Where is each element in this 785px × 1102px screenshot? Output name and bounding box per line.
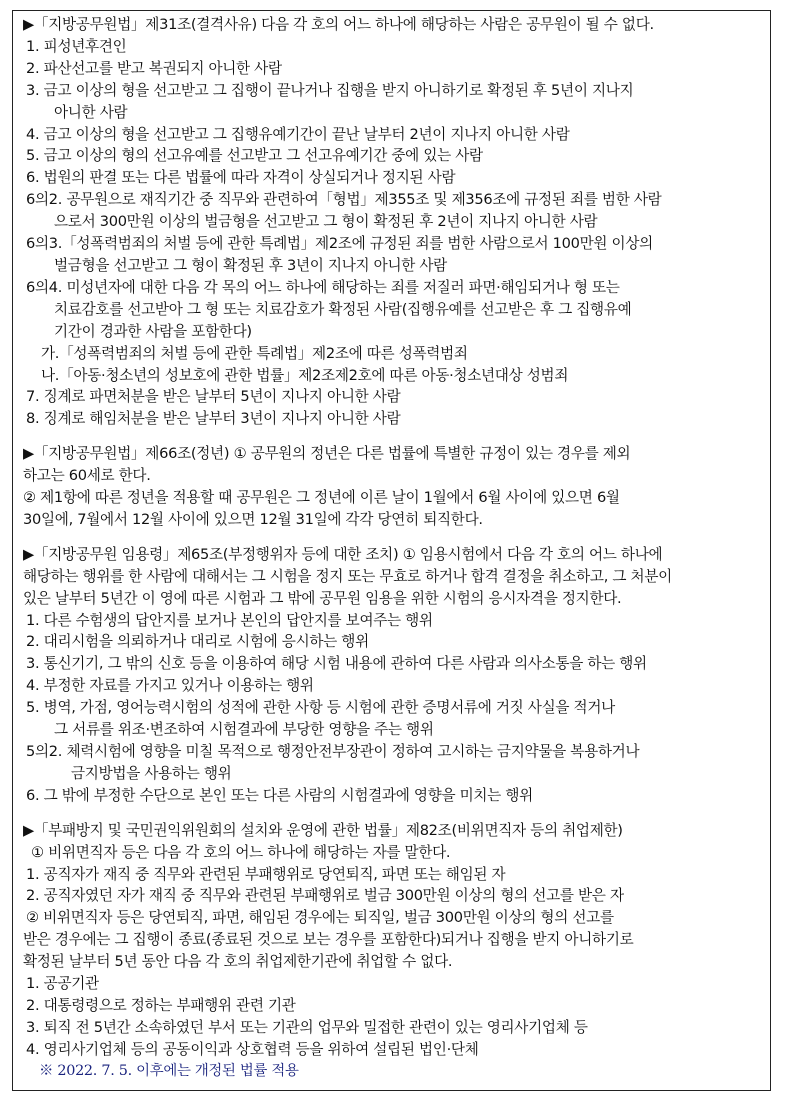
amendment-note: ※ 2022. 7. 5. 이후에는 개정된 법률 적용	[39, 1062, 299, 1079]
section-spacer	[23, 430, 765, 443]
list-item: 1. 다른 수험생의 답안지를 보거나 본인의 답안지를 보여주는 행위	[26, 611, 433, 629]
list-item: 4. 영리사기업체 등의 공동이익과 상호협력 등을 위하여 설립된 법인·단체	[26, 1040, 479, 1058]
list-item: 2. 대통령령으로 정하는 부패행위 관련 기관	[26, 996, 296, 1014]
list-item: 6의3.「성폭력범죄의 처벌 등에 관한 특례법」제2조에 규정된 죄를 범한 사람으로서 100만원 이상의	[26, 235, 653, 253]
section-heading-decree-65: ▶「지방공무원 임용령」제65조(부정행위자 등에 대한 조치) ① 임용시험에서 다음 각 호의 어느 하나에	[23, 545, 663, 563]
paragraph-line: 확정된 날부터 5년 동안 다음 각 호의 취업제한기관에 취업할 수 없다.	[23, 953, 453, 971]
paragraph-line: ① 비위면직자 등은 다음 각 호의 어느 하나에 해당하는 자를 말한다.	[31, 843, 451, 861]
list-item-continuation: 그 서류를 위조·변조하여 시험결과에 부당한 영향을 주는 행위	[54, 721, 434, 739]
section-heading-article-31: ▶「지방공무원법」제31조(결격사유) 다음 각 호의 어느 하나에 해당하는 사람은 공무원이 될 수 없다.	[23, 16, 654, 33]
list-item-continuation: 아니한 사람	[54, 103, 128, 121]
list-item: 6의4. 미성년자에 대한 다음 각 목의 어느 하나에 해당하는 죄를 저질러 파면·해임되거나 형 또는	[26, 278, 620, 296]
list-item: 4. 부정한 자료를 가지고 있거나 이용하는 행위	[26, 677, 314, 695]
list-item: 1. 공직자가 재직 중 직무와 관련된 부패행위로 당연퇴직, 파면 또는 해임된 자	[26, 865, 506, 883]
list-item: 8. 징계로 해임처분을 받은 날부터 3년이 지나지 아니한 사람	[26, 410, 401, 428]
notice-content	[23, 14, 765, 1083]
list-item: 5. 병역, 가점, 영어능력시험의 성적에 관한 사항 등 시험에 관한 증명서류에 거짓 사실을 적거나	[26, 699, 615, 717]
section-heading-article-82: ▶「부패방지 및 국민권익위원회의 설치와 운영에 관한 법률」제82조(비위면직자 등의 취업제한)	[23, 821, 623, 839]
paragraph-line: 하고는 60세로 한다.	[23, 467, 151, 485]
list-item-continuation: 기간이 경과한 사람을 포함한다)	[54, 322, 252, 340]
list-item: 3. 퇴직 전 5년간 소속하였던 부서 또는 기관의 업무와 밀접한 관련이 있는 영리사기업체 등	[26, 1018, 588, 1036]
list-item: 3. 금고 이상의 형을 선고받고 그 집행이 끝나거나 집행을 받지 아니하기로 확정된 후 5년이 지나지	[26, 81, 634, 99]
list-item: 4. 금고 이상의 형을 선고받고 그 집행유예기간이 끝난 날부터 2년이 지나지 아니한 사람	[26, 125, 570, 143]
section-spacer	[23, 807, 765, 820]
list-item: 6. 그 밖에 부정한 수단으로 본인 또는 다른 사람의 시험결과에 영향을 미치는 행위	[26, 786, 533, 804]
paragraph-line: ② 제1항에 따른 정년을 적용할 때 공무원은 그 정년에 이른 날이 1월에서 6월 사이에 있으면 6월	[23, 489, 620, 507]
list-item: 2. 공직자였던 자가 재직 중 직무와 관련된 부패행위로 벌금 300만원 이상의 형의 선고를 받은 자	[26, 887, 624, 905]
list-item: 3. 통신기기, 그 밖의 신호 등을 이용하여 해당 시험 내용에 관하여 다른 사람과 의사소통을 하는 행위	[26, 655, 647, 673]
list-item: 6. 법원의 판결 또는 다른 법률에 따라 자격이 상실되거나 정지된 사람	[26, 169, 456, 187]
list-item-continuation: 금지방법을 사용하는 행위	[71, 764, 232, 782]
section-spacer	[23, 531, 765, 544]
sub-item: 가.「성폭력범죄의 처벌 등에 관한 특례법」제2조에 따른 성폭력범죄	[41, 344, 468, 362]
paragraph-line: ② 비위면직자 등은 당연퇴직, 파면, 해임된 경우에는 퇴직일, 벌금 300만원 이상의 형의 선고를	[26, 909, 614, 927]
list-item: 2. 파산선고를 받고 복권되지 아니한 사람	[26, 59, 282, 77]
list-item: 6의2. 공무원으로 재직기간 중 직무와 관련하여「형법」제355조 및 제356조에 규정된 죄를 범한 사람	[26, 191, 662, 209]
notice-box	[12, 10, 771, 1091]
list-item: 5. 금고 이상의 형의 선고유예를 선고받고 그 선고유예기간 중에 있는 사람	[26, 147, 483, 165]
paragraph-line: 해당하는 행위를 한 사람에 대해서는 그 시험을 정지 또는 무효로 하거나 합격 결정을 취소하고, 그 처분이	[23, 567, 672, 585]
paragraph-line: 있은 날부터 5년간 이 영에 따른 시험과 그 밖에 공무원 임용을 위한 시험의 응시자격을 정지한다.	[23, 589, 622, 607]
list-item: 1. 피성년후견인	[26, 37, 127, 55]
list-item-continuation: 벌금형을 선고받고 그 형이 확정된 후 3년이 지나지 아니한 사람	[54, 256, 447, 274]
section-heading-article-66: ▶「지방공무원법」제66조(정년) ① 공무원의 정년은 다른 법률에 특별한 규정이 있는 경우를 제외	[23, 445, 631, 463]
paragraph-line: 30일에, 7월에서 12월 사이에 있으면 12월 31일에 각각 당연히 퇴직한다.	[23, 510, 483, 528]
list-item-continuation: 으로서 300만원 이상의 벌금형을 선고받고 그 형이 확정된 후 2년이 지나지 아니한 사람	[54, 213, 598, 231]
list-item: 7. 징계로 파면처분을 받은 날부터 5년이 지나지 아니한 사람	[26, 388, 401, 406]
list-item: 1. 공공기관	[26, 975, 99, 993]
list-item: 5의2. 체력시험에 영향을 미칠 목적으로 행정안전부장관이 정하여 고시하는 금지약물을 복용하거나	[26, 743, 640, 760]
list-item-continuation: 치료감호를 선고받아 그 형 또는 치료감호가 확정된 사람(집행유예를 선고받은 후 그 집행유예	[54, 300, 632, 318]
sub-item: 나.「아동·청소년의 성보호에 관한 법률」제2조제2호에 따른 아동·청소년대상 성범죄	[41, 366, 569, 384]
list-item: 2. 대리시험을 의뢰하거나 대리로 시험에 응시하는 행위	[26, 633, 369, 651]
paragraph-line: 받은 경우에는 그 집행이 종료(종료된 것으로 보는 경우를 포함한다)되거나 집행을 받지 아니하기로	[23, 931, 634, 949]
